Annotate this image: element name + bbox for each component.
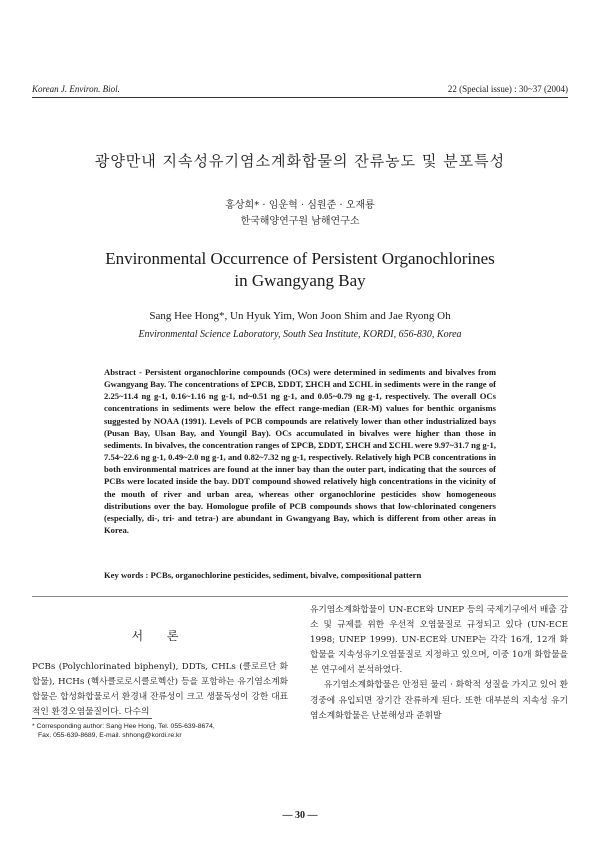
korean-title: 광양만내 지속성유기염소계화합물의 잔류농도 및 분포특성 [94,152,506,170]
keywords: Key words : PCBs, organochlorine pesticides, sediment, bivalve, compositional pattern [104,570,422,580]
footnote [32,722,292,740]
footnote-line: Fax. 055-639-8689, E-mail. shhong@kordi.re.kr [38,732,182,739]
volume-pages: 22 (Special issue) : 30~37 (2004) [447,84,568,94]
right-column-paragraph: 유기염소계화합물은 안정된 물리 · 화학적 성질을 가지고 있어 환경중에 유입되면 장기간 잔류하게 된다. 또한 대부분의 지속성 유기염소계화합물은 난분해성과 준휘발 [310,680,568,721]
abstract: Abstract - Persistent organochlorine compounds (OCs) were determined in sediments and bivalves from Gwangyang Bay. The concentrations of ΣPCB, ΣDDT, ΣHCH and ΣCHL in sediments were in the range of 2.25~11.4 ng g-1, 0.16~1.16 ng g-1, nd~0.51 ng g-1, and 0.05~0.79 ng g-1, respectively. The overall OCs concentrations in sediments were below the effect range-median (ER-M) values for benthic organisms suggested by NOAA (1991). Levels of PCB compounds are relatively lower than other industrialized bays (Pusan Bay, Ulsan Bay, and Youngil Bay). OCs accumulated in bivalves were higher than those in sediments. In bivalves, the concentration ranges of ΣPCB, ΣDDT, ΣHCH and ΣCHL were 9.97~31.7 ng g-1, 7.54~22.6 ng g-1, 0.49~2.0 ng g-1, and 0.82~7.32 ng g-1, respectively. Relatively high PCB concentrations in both environmental matrices are found at the inner bay than the outer part, indicating that the sources of PCBs were located inside the bay. DDT compound showed relatively high concentrations in the vicinity of the mouth of river and urban area, whereas other organochlorine pesticides show homogeneous distributions over the bay. Homologue profile of PCB compounds shows that low-chlorinated congeners (especially, di-, tri- and tetra-) are abundant in Gwangyang Bay, which is different from other areas in Korea. [104,367,496,536]
left-column-paragraph: PCBs (Polychlorinated biphenyl), DDTs, CHLs (클로르단 화합물), HCHs (헥사클로로시클로헥산) 등을 포함하는 유기염소계화합물은 합성화합물로서 환경내 잔류성이 크고 생물독성이 강한 대표적인 환경오염물질이다. 다수의 [32,662,288,717]
journal-name: Korean J. Environ. Biol. [32,84,120,94]
korean-affiliation: 한국해양연구원 남해연구소 [240,216,360,227]
right-column [310,603,568,724]
english-title [60,248,540,292]
english-title-line1: Environmental Occurrence of Persistent Organochlorines [105,249,495,268]
left-column [32,660,288,720]
section-heading-introduction: 서 론 [131,629,189,643]
english-title-line2: in Gwangyang Bay [234,271,366,290]
running-head [32,84,568,98]
korean-authors: 홍상희* · 임운혁 · 심원준 · 오재룡 [225,200,375,211]
footnote-divider [32,718,152,719]
footnote-line: * Corresponding author: Sang Hee Hong, Tel. 055-639-8674, [32,723,215,730]
divider [32,596,568,597]
english-affiliation: Environmental Science Laboratory, South Sea Institute, KORDI, 656-830, Korea [138,329,462,340]
right-column-paragraph: 유기염소계화합물이 UN-ECE와 UNEP 등의 국제기구에서 배출 감소 및 규제를 위한 우선적 오염물질로 규정되고 있다 (UN-ECE 1998; UNEP 1999). UN-ECE와 UNEP는 각각 16개, 12개 화합물을 지속성유기오염물질로 지정하고 있으며, 이중 10개 화합물을 본 연구에서 분석하였다. [310,605,568,676]
page-number: — 30 — [282,810,318,821]
english-authors: Sang Hee Hong*, Un Hyuk Yim, Won Joon Shim and Jae Ryong Oh [149,310,451,322]
